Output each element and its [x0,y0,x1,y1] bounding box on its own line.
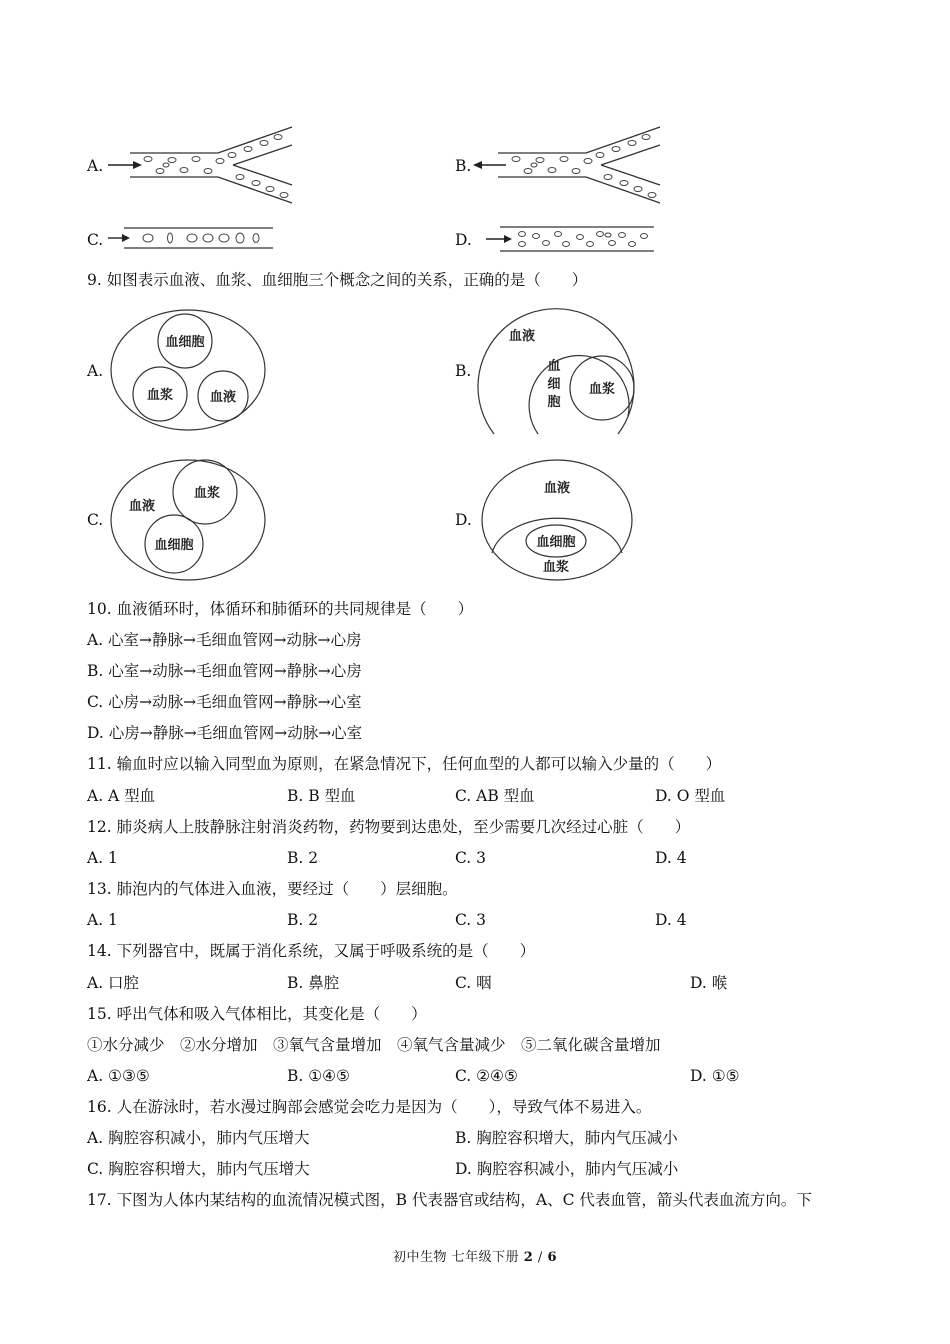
q9-b-label-cell-1: 血 [547,359,561,374]
q13-option-c: C. 3 [455,911,487,929]
q9-venn-c [108,458,268,583]
q15-items: ①水分减少 ②水分增加 ③氧气含量增加 ④氧气含量减少 ⑤二氧化碳含量增加 [87,1036,661,1054]
q14-option-a: A. 口腔 [87,974,140,992]
q15-stem: 15. 呼出气体和吸入气体相比，其变化是（ ） [87,1005,427,1023]
q9-a-label-blood: 血液 [209,390,237,405]
q12-option-d: D. 4 [655,849,687,867]
q15-option-b: B. ①④⑤ [287,1067,350,1085]
q16-stem: 16. 人在游泳时，若水漫过胸部会感觉会吃力是因为（ ），导致气体不易进入。 [87,1098,652,1116]
q16-option-d: D. 胸腔容积减小，肺内气压减小 [455,1160,679,1178]
q8-figure-a [108,125,298,205]
q12-option-b: B. 2 [287,849,319,867]
q9-b-label-cell-2: 细 [547,377,561,392]
q13-option-a: A. 1 [87,911,118,929]
page-footer [0,1246,950,1265]
q10-option-d: D. 心房→静脉→毛细血管网→动脉→心室 [87,724,363,742]
q10-option-b: B. 心室→动脉→毛细血管网→静脉→心房 [87,662,362,680]
q8-option-d-label: D. [455,231,472,249]
footer-page-total: 6 [547,1250,557,1265]
q8-option-a-label: A. [87,157,104,175]
q11-option-a: A. A 型血 [87,787,156,805]
footer-separator: / [533,1250,548,1265]
q9-option-d-label: D. [455,511,472,529]
q9-option-c-label: C. [87,511,104,529]
q16-option-c: C. 胸腔容积增大，肺内气压增大 [87,1160,310,1178]
q10-stem: 10. 血液循环时，体循环和肺循环的共同规律是（ ） [87,600,474,618]
q13-option-b: B. 2 [287,911,319,929]
q13-option-d: D. 4 [655,911,687,929]
q15-option-c: C. ②④⑤ [455,1067,518,1085]
q10-option-a: A. 心室→静脉→毛细血管网→动脉→心房 [87,631,362,649]
q9-b-label-cell-3: 胞 [547,395,561,410]
q9-b-label-blood: 血液 [508,329,536,344]
q8-option-c-label: C. [87,231,104,249]
q15-option-a: A. ①③⑤ [87,1067,150,1085]
q16-option-b: B. 胸腔容积增大，肺内气压减小 [455,1129,678,1147]
q9-a-label-blood-cells: 血细胞 [165,335,205,350]
q13-stem: 13. 肺泡内的气体进入血液，要经过（ ）层细胞。 [87,880,458,898]
q11-option-c: C. AB 型血 [455,787,535,805]
q9-d-label-blood: 血液 [543,481,571,496]
q12-option-c: C. 3 [455,849,487,867]
q9-d-label-plasma: 血浆 [542,560,570,575]
q14-option-c: C. 咽 [455,974,492,992]
q8-figure-c [108,224,278,254]
footer-page-number: 2 [523,1250,534,1265]
q9-a-label-plasma: 血浆 [146,388,174,403]
q11-stem: 11. 输血时应以输入同型血为原则，在紧急情况下，任何血型的人都可以输入少量的（ ） [87,755,722,773]
q9-c-label-plasma: 血浆 [193,486,221,501]
footer-text: 初中生物 七年级下册 [392,1250,524,1265]
q17-stem: 17. 下图为人体内某结构的血流情况模式图，B 代表器官或结构，A、C 代表血管，箭头代表血流方向。下 [87,1191,812,1209]
q8-figure-b [476,125,666,205]
q9-venn-d [480,458,640,583]
q8-figure-d [486,224,656,254]
q14-option-b: B. 鼻腔 [287,974,340,992]
q11-option-b: B. B 型血 [287,787,356,805]
q10-option-c: C. 心房→动脉→毛细血管网→静脉→心室 [87,693,362,711]
q9-b-label-plasma: 血浆 [588,382,616,397]
q14-stem: 14. 下列器官中，既属于消化系统，又属于呼吸系统的是（ ） [87,942,536,960]
q9-c-label-blood-cells: 血细胞 [154,538,194,553]
q9-venn-b [478,306,638,436]
q9-d-label-blood-cells: 血细胞 [536,535,576,550]
q8-option-b-label: B. [455,157,472,175]
q11-option-d: D. O 型血 [655,787,726,805]
q9-c-label-blood: 血液 [128,499,156,514]
q16-option-a: A. 胸腔容积减小，肺内气压增大 [87,1129,310,1147]
q9-option-b-label: B. [455,362,472,380]
q14-option-d: D. 喉 [690,974,728,992]
q12-stem: 12. 肺炎病人上肢静脉注射消炎药物，药物要到达患处，至少需要几次经过心脏（ ） [87,818,691,836]
q9-stem: 9. 如图表示血液、血浆、血细胞三个概念之间的关系，正确的是（ ） [87,271,588,289]
q15-option-d: D. ①⑤ [690,1067,740,1085]
q12-option-a: A. 1 [87,849,118,867]
q9-option-a-label: A. [87,362,104,380]
q9-venn-a [108,308,268,433]
